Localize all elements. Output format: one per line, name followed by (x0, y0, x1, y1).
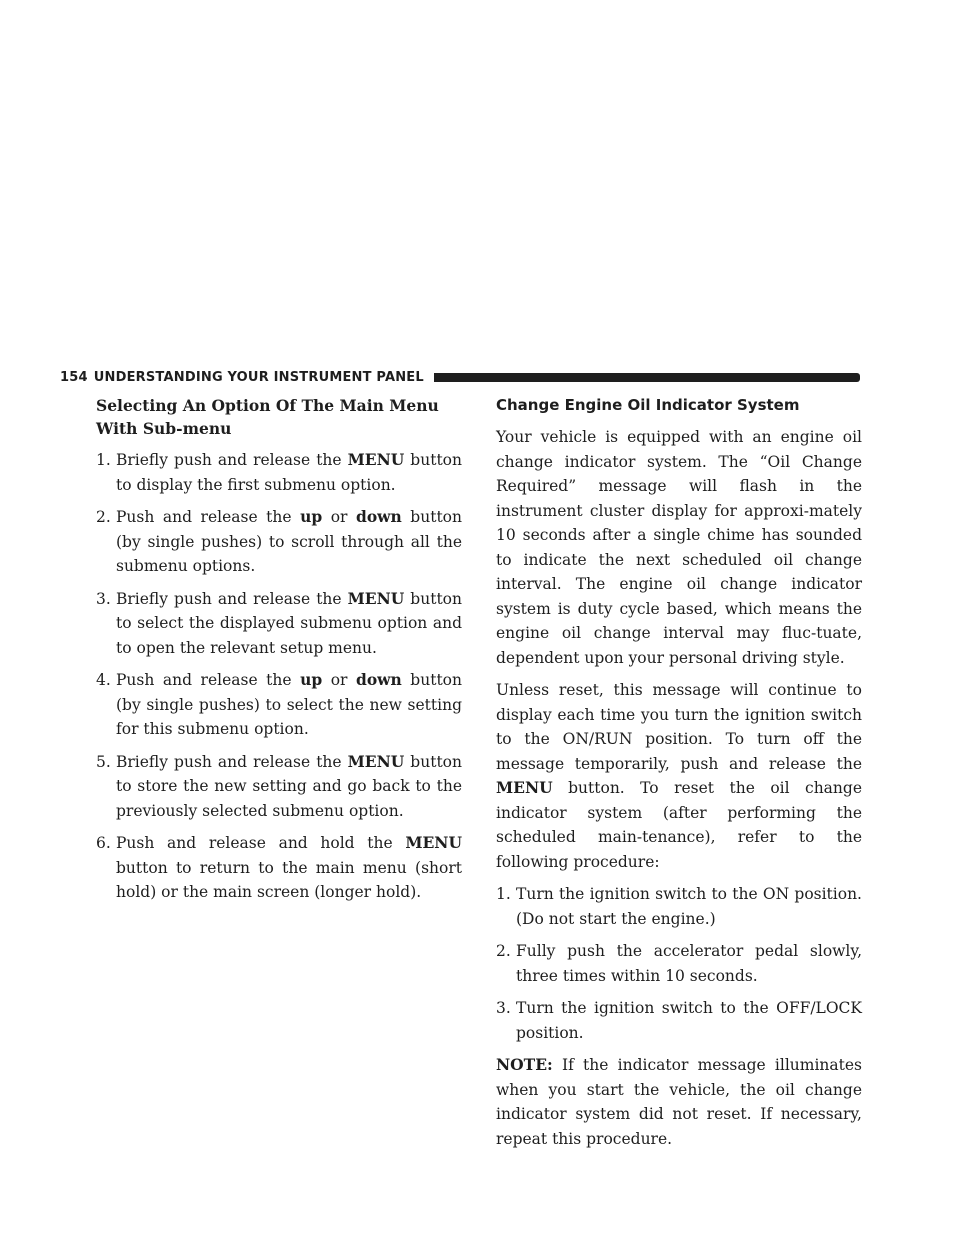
page-header (60, 368, 860, 386)
step-text: Push and release the (116, 671, 301, 689)
paragraph-bold: MENU (496, 778, 553, 797)
section-title: UNDERSTANDING YOUR INSTRUMENT PANEL (93, 369, 424, 385)
step-number: 3. (496, 999, 511, 1017)
step-item (496, 996, 862, 1045)
step-number: 2. (96, 508, 111, 526)
step-bold: MENU (405, 833, 462, 852)
step-item (96, 750, 462, 824)
step-text: Turn the ignition switch to the OFF/LOCK position. (516, 999, 862, 1042)
step-text: Briefly push and release the (116, 752, 348, 771)
oil-indicator-heading: Change Engine Oil Indicator System (496, 396, 800, 414)
step-text: Fully push the accelerator pedal slowly, three times within 10 seconds. (516, 942, 862, 985)
step-text: button (by single pushes) to select the new setting for this submenu option. (116, 671, 462, 738)
step-text: or (322, 508, 356, 526)
header-rule (434, 373, 860, 382)
step-text: button (by single pushes) to scroll through all the submenu options. (116, 508, 462, 575)
step-text: Push and release the (116, 508, 301, 526)
step-number: 1. (496, 885, 511, 903)
right-column (496, 394, 862, 1159)
submenu-steps (96, 448, 462, 905)
submenu-subheading: Selecting An Option Of The Main Menu With Sub-menu (96, 396, 439, 438)
step-text: button to display the first submenu option. (116, 451, 462, 494)
step-text: button to return to the main menu (short hold) or the main screen (longer hold). (116, 858, 462, 901)
step-item (496, 939, 862, 988)
step-bold: up (300, 670, 323, 689)
step-bold: MENU (347, 588, 405, 608)
step-text: button to select the displayed submenu option and to open the relevant setup menu. (116, 589, 462, 657)
step-number: 4. (96, 671, 111, 689)
step-number: 5. (96, 752, 111, 771)
step-item (96, 831, 462, 905)
page-number: 154 (60, 369, 88, 385)
reset-paragraph (496, 678, 862, 874)
step-text: or (322, 671, 356, 689)
step-text: Briefly push and release the (116, 451, 348, 469)
note-text: If the indicator message illuminates when you start the vehicle, the oil change indicator system did not reset. If necessary, repeat this procedure. (496, 1056, 862, 1148)
step-bold: MENU (347, 751, 405, 771)
step-bold: up (300, 507, 323, 526)
step-number: 3. (96, 589, 111, 608)
step-item (96, 448, 462, 497)
note-paragraph (496, 1053, 862, 1151)
step-number: 6. (96, 834, 111, 852)
step-item (96, 587, 462, 661)
step-number: 2. (496, 942, 511, 960)
reset-steps (496, 882, 862, 1045)
step-item (96, 505, 462, 579)
step-item (96, 668, 462, 742)
step-text: Push and release and hold the (116, 834, 406, 852)
step-bold: down (355, 670, 402, 689)
paragraph-text: button. To reset the oil change indicator system (after performing the scheduled main-tenance), refer to the following procedure: (496, 779, 862, 871)
paragraph-text: Unless reset, this message will continue to display each time you turn the ignition switch to the ON/RUN position. To turn off the message temporarily, push and release the (496, 681, 862, 773)
step-bold: MENU (347, 450, 405, 469)
step-bold: down (355, 507, 402, 526)
step-number: 1. (96, 451, 111, 469)
note-label: NOTE: (496, 1055, 553, 1074)
step-item (496, 882, 862, 931)
left-column (96, 394, 462, 913)
step-text: Turn the ignition switch to the ON position. (Do not start the engine.) (516, 885, 862, 928)
oil-indicator-paragraph: Your vehicle is equipped with an engine oil change indicator system. The “Oil Change Required” message will flash in the instrument cluster display for approxi-mately 10 seconds after a single chime has sounded to indicate the next scheduled oil change interval. The engine oil change indicator system is duty cycle based, which means the engine oil change interval may fluc-tuate, dependent upon your personal driving style. (496, 428, 862, 667)
step-text: button to store the new setting and go back to the previously selected submenu option. (116, 752, 462, 820)
step-text: Briefly push and release the (116, 589, 348, 608)
